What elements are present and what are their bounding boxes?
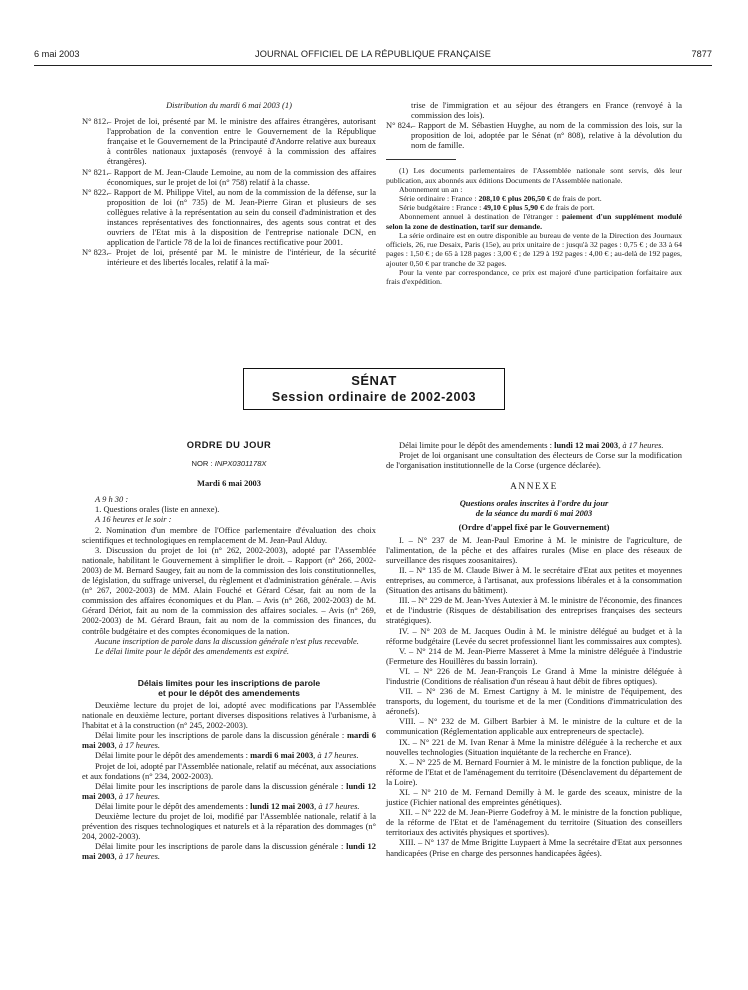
distribution-continued [386, 100, 682, 286]
question-item: IV. – N° 203 de M. Jacques Oudin à M. le ministre délégué au budget et à la réforme budgétaire (Levée du secret professionnel liant les commissaires aux comptes). [386, 625, 682, 646]
annexe-subtitle-3: (Ordre d'appel fixé par le Gouvernement) [458, 521, 610, 532]
ordre-item-1: 1. Questions orales (liste en annexe). [95, 504, 220, 515]
distribution-item [82, 167, 376, 187]
question-item: XIII. – N° 137 de Mme Brigitte Luypaert à Mme la secrétaire d'Etat aux personnes handicapées (Prise en charge des personnes handicapées âgées). [386, 837, 682, 858]
delais-p6: Délai limite pour le dépôt des amendements : lundi 12 mai 2003, à 17 heures. [95, 800, 360, 811]
ordre-time-morning: A 9 h 30 : [95, 494, 129, 505]
annexe-subtitle-2: de la séance du mardi 6 mai 2003 [475, 508, 593, 519]
footnote-rule [386, 159, 456, 160]
item-text: – Rapport de M. Philippe Vitel, au nom de la commission de la défense, sur la proposition de loi (n° 735) de M. Jean-Pierre Giran et plusieurs de ses collègues relative à la représentation au sein du conseil d'administration et des instances représentatives des fonctionnaires, des agents sous contrat et des ouvriers de l'Etat mis à la disposition de l'entreprise nationale DCN, en application de l'article 78 de la loi de finances rectificative pour 2001. [107, 186, 376, 248]
item-number: N° 822. [82, 186, 109, 197]
item-number: N° 823. [82, 247, 109, 258]
footnote-p6: La série ordinaire est en outre disponible au bureau de vente de la Direction des Journaux officiels, 26, rue Desaix, Paris (15e), au prix unitaire de : jusqu'à 32 pages : 0,75 € ; de 33 à 64 pages : 1,50 € ; de 65 à 128 pages : 3,00 € ; de 129 à 192 pages : 4,00 € ; au-delà de 192 pages, ajouter 0,50 € par tranche de 32 pages. [386, 230, 682, 268]
distribution-section [82, 100, 376, 268]
question-item: VII. – N° 236 de M. Ernest Cartigny à M. le ministre de l'équipement, des transports, du logement, du tourisme et de la mer (Conditions d'immatriculation des aéronefs). [386, 686, 682, 717]
question-item: II. – N° 135 de M. Claude Biwer à M. le secrétaire d'Etat aux petites et moyennes entreprises, au commerce, à l'artisanat, aux professions libérales et à la consommation (Situation des artisans du bâtiment). [386, 564, 682, 596]
senat-session: Session ordinaire de 2002-2003 [271, 390, 477, 404]
question-item: V. – N° 214 de M. Jean-Pierre Masseret à Mme la ministre déléguée à l'industrie (Fermeture des Houillères du bassin lorrain). [386, 645, 682, 666]
delais-p9: Délai limite pour le dépôt des amendements : lundi 12 mai 2003, à 17 heures. [399, 440, 664, 450]
running-header [34, 49, 712, 63]
item-number: N° 812. [82, 116, 109, 127]
delais-title-2: et pour le dépôt des amendements [158, 687, 300, 698]
senat-banner [243, 368, 505, 410]
question-item: XII. – N° 222 de M. Jean-Pierre Godefroy à M. le ministre de la fonction publique, de la réforme de l'Etat et de l'aménagement du territoire (Situation des conseillers territoriaux des activités physiques et sportives). [386, 807, 682, 838]
nor-line: NOR : INPX0301178X [191, 459, 267, 469]
distribution-item [82, 247, 376, 267]
question-item: X. – N° 225 de M. Bernard Fournier à M. le ministre de la fonction publique, de la réforme de l'Etat et de l'aménagement du territoire (Désenclavement du département de la Loire). [386, 756, 682, 787]
item-number: N° 821. [82, 166, 109, 177]
distribution-item [82, 116, 376, 166]
senat-title: SÉNAT [351, 373, 397, 388]
footnote-p5: Abonnement annuel à destination de l'étranger : paiement d'un supplément modulé selon la zone de destination, tarif sur demande. [386, 212, 682, 231]
footnote-p7: Pour la vente par correspondance, ce prix est majoré d'une participation forfaitaire aux frais d'expédition. [386, 267, 682, 286]
ordre-title: ORDRE DU JOUR [186, 440, 272, 450]
delais-p2: Délai limite pour les inscriptions de parole dans la discussion générale : mardi 6 mai 2003, à 17 heures. [82, 730, 377, 751]
ordre-note-aucune: Aucune inscription de parole dans la discussion générale n'est plus recevable. [95, 635, 359, 646]
header-date: 6 mai 2003 [34, 49, 80, 59]
question-item: XI. – N° 210 de M. Fernand Demilly à M. le garde des sceaux, ministre de la justice (Fichier national des empreintes génétiques). [386, 787, 682, 808]
header-rule [34, 65, 712, 66]
question-item: VIII. – N° 232 de M. Gilbert Barbier à M. le ministre de la culture et de la communication (Réglementation applicable aux entrepreneurs de spectacle). [386, 716, 682, 737]
item-text: – Projet de loi, présenté par M. le ministre des affaires étrangères, autorisant l'approbation de la convention entre le Gouvernement de la République française et le Gouvernement de la Principauté d'Andorre relative aux bureaux à contrôles nationaux juxtaposés (renvoyé à la commission des affaires étrangères). [107, 116, 376, 167]
footnote-p1: (1) Les documents parlementaires de l'Assemblée nationale sont servis, dès leur publication, aux abonnés aux éditions Documents de l'Assemblée nationale. [386, 166, 682, 185]
distribution-item [386, 120, 682, 150]
item-text-part2: trise de l'immigration et au séjour des étrangers en France (renvoyé à la commission des lois). [411, 100, 682, 121]
item-number: N° 824. [386, 120, 413, 131]
delais-p4: Projet de loi, adopté par l'Assemblée nationale, relatif au mécénat, aux associations et aux fondations (n° 234, 2002-2003). [82, 760, 376, 781]
distribution-title: Distribution du mardi 6 mai 2003 (1) [166, 100, 292, 110]
footnote-p3: Série ordinaire : France : 208,10 € plus 206,50 € de frais de port. [399, 194, 602, 204]
footnote-p4: Série budgétaire : France : 49,10 € plus 5,90 € de frais de port. [399, 203, 595, 213]
question-item: III. – N° 229 de M. Jean-Yves Autexier à M. le ministre de l'économie, des finances et de l'industrie (Risques de déstabilisation des entreprises françaises des secteurs stratégiques). [386, 595, 682, 626]
annexe-title: ANNEXE [510, 482, 558, 493]
item-text: – Rapport de M. Jean-Claude Lemoine, au nom de la commission des affaires économiques, sur le projet de loi (n° 758) relatif à la chasse. [107, 166, 376, 187]
item-text-part1: – Projet de loi, présenté par M. le ministre de l'intérieur, de la sécurité intérieure et des libertés locales, relatif à la maî- [107, 247, 376, 268]
header-page-number: 7877 [691, 49, 712, 59]
footnote-p2: Abonnement un an : [399, 184, 463, 194]
question-item: IX. – N° 221 de M. Ivan Renar à Mme la ministre déléguée à la recherche et aux nouvelles technologies (Situation inquiétante de la recherche en France). [386, 736, 682, 757]
delais-p1: Deuxième lecture du projet de loi, adopté avec modifications par l'Assemblée nationale en deuxième lecture, portant diverses dispositions relatives à l'urbanisme, à l'habitat et à la construction (n° 245, 2002-2003). [82, 699, 376, 731]
question-item: VI. – N° 226 de M. Jean-François Le Grand à Mme la ministre déléguée à l'industrie (Conditions de réalisation d'un réseau à haut débit de fibres optiques). [386, 665, 682, 686]
ordre-item-3: 3. Discussion du projet de loi (n° 262, 2002-2003), adopté par l'Assemblée nationale, habilitant le Gouvernement à simplifier le droit. – Rapport (n° 266, 2002-2003) de M. Bernard Saugey, fait au nom de la commission des lois constitutionnelles, de législation, du suffrage universel, du règlement et d'administration générale. – Avis (n° 267, 2002-2003) de MM. Alain Fouché et Gérard César, fait au nom de la commission des affaires économiques et du Plan. – Avis (n° 268, 2002-2003) de M. Gérard Dériot, fait au nom de la commission des affaires sociales. – Avis (n° 269, 2002-2003) de M. Gérard Braun, fait au nom de la commission des finances, du contrôle budgétaire et des comptes économiques de la nation. [82, 544, 376, 636]
delais-p8: Délai limite pour les inscriptions de parole dans la discussion générale : lundi 12 mai 2003, à 17 heures. [82, 841, 376, 862]
ordre-date: Mardi 6 mai 2003 [197, 478, 261, 489]
header-journal-title: JOURNAL OFFICIEL DE LA RÉPUBLIQUE FRANÇAISE [255, 49, 491, 59]
item-text: – Rapport de M. Sébastien Huyghe, au nom de la commission des lois, sur la proposition de loi, adoptée par le Sénat (n° 808), relative à la dévolution du nom de famille. [411, 120, 682, 151]
footnote [386, 166, 682, 286]
delais-p3: Délai limite pour le dépôt des amendements : mardi 6 mai 2003, à 17 heures. [95, 750, 359, 761]
distribution-item [82, 187, 376, 248]
ordre-item-2: 2. Nomination d'un membre de l'Office parlementaire d'évaluation des choix scientifiques et technologiques en remplacement de M. Jean-Paul Alduy. [82, 524, 376, 545]
ordre-note-delai: Le délai limite pour le dépôt des amendements est expiré. [95, 645, 290, 656]
annexe-section [386, 440, 682, 858]
question-item: I. – N° 237 de M. Jean-Paul Emorine à M. le ministre de l'agriculture, de l'alimentation, de la pêche et des affaires rurales (Mise en place des réseaux de surveillance des risques zoosanitaires). [386, 534, 682, 565]
delais-p5: Délai limite pour les inscriptions de parole dans la discussion générale : lundi 12 mai 2003, à 17 heures. [82, 780, 376, 801]
delais-title-1: Délais limites pour les inscriptions de parole [137, 677, 321, 688]
delais-p10: Projet de loi organisant une consultation des électeurs de Corse sur la modification de l'organisation institutionnelle de la Corse (urgence déclarée). [386, 450, 682, 471]
delais-p7: Deuxième lecture du projet de loi, modifié par l'Assemblée nationale, relatif à la prévention des risques technologiques et naturels et à la réparation des dommages (n° 204, 2002-2003). [82, 811, 376, 842]
ordre-du-jour-section [82, 440, 376, 861]
ordre-time-afternoon: A 16 heures et le soir : [95, 514, 172, 525]
annexe-subtitle-1: Questions orales inscrites à l'ordre du jour [459, 498, 609, 509]
